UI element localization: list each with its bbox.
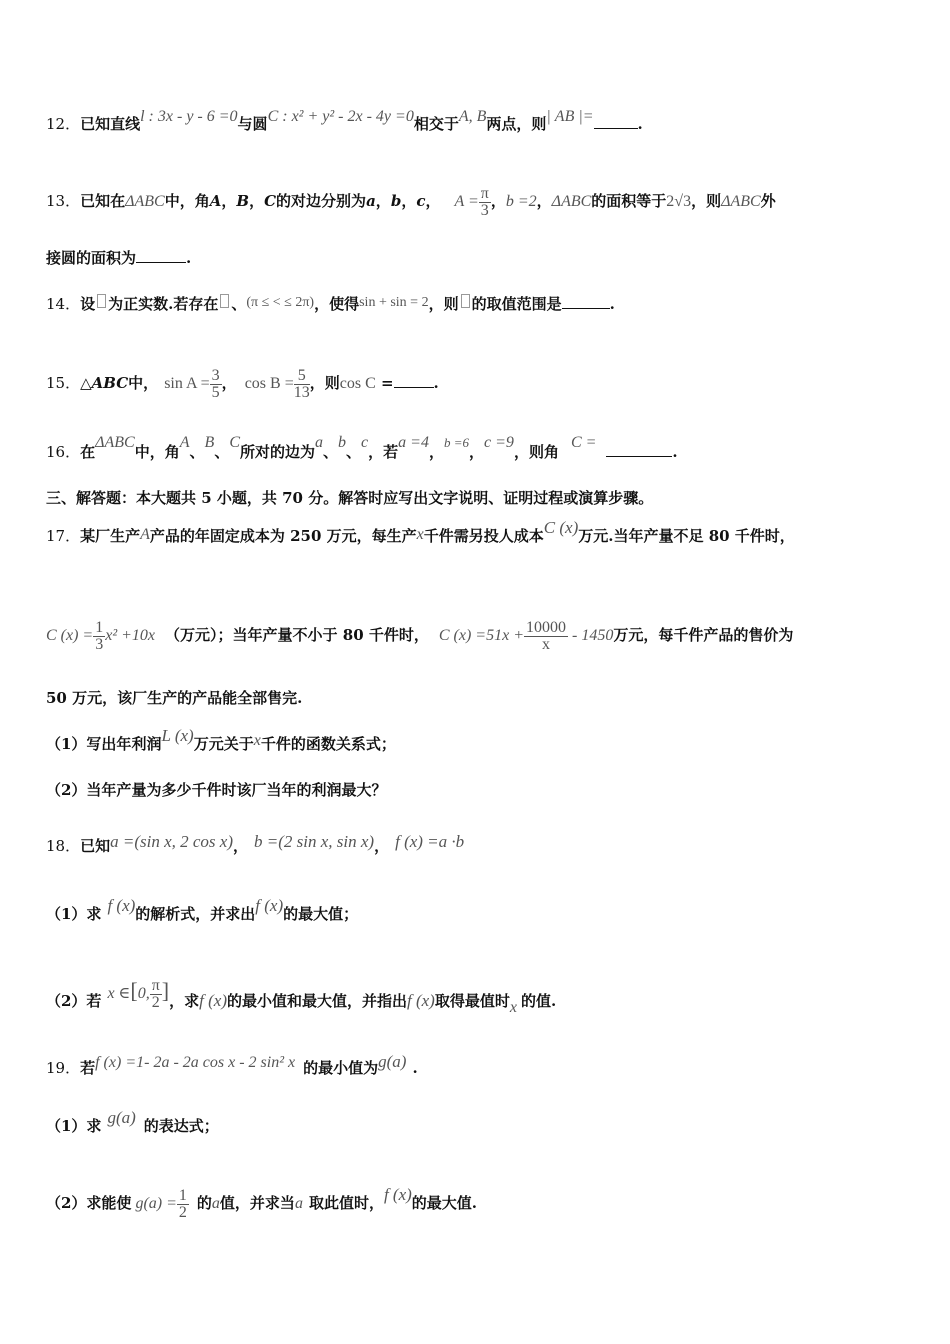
vector-a: a =(sin x, 2 cos x) bbox=[110, 832, 233, 851]
function-f: f (x) =a ·b bbox=[395, 832, 465, 851]
question-19: 19．若f (x) =1- 2a - 2a cos x - 2 sin² x 的最小值为g(a) . bbox=[46, 1052, 418, 1077]
question-16: 16．在ΔABC中，角A、B、C所对的边为a、b、c，若a =4，b =6，c =9，则角C =. bbox=[46, 434, 678, 461]
question-18: 18．已知a =(sin x, 2 cos x)， b =(2 sin x, sin x)， f (x) =a ·b bbox=[46, 832, 465, 855]
question-17: 17．某厂生产A产品的年固定成本为 250 万元，每生产x千件需另投人成本C (x)万元.当年产量不足 80 千件时， bbox=[46, 518, 795, 545]
question-15: 15．△ABC中， sin A = $\frac{3}{5}$ ， cos B = $\frac{5}{13}$ ，则cos C = . bbox=[46, 367, 439, 401]
question-number: 16． bbox=[46, 443, 81, 461]
question-12: 12．已知直线l : 3x - y - 6 =0与圆C : x² + y² - 2x - 4y =0相交于A, B两点，则| AB |= . bbox=[46, 108, 643, 133]
vector-b: b =(2 sin x, sin x) bbox=[254, 832, 375, 851]
answer-blank bbox=[606, 442, 672, 457]
answer-blank bbox=[594, 114, 638, 129]
interval-condition: x ∈[0, $\frac{\pi}{2}$ ] bbox=[107, 977, 170, 1011]
question-number: 14． bbox=[46, 295, 81, 313]
placeholder-glyph bbox=[220, 294, 229, 308]
angle-a-formula: A = $\frac{\pi}{3}$ bbox=[454, 185, 489, 219]
question-14: 14．设 为正实数.若存在 、(π ≤ < ≤ 2π)，使得sin + sin = 2，则 的取值范围是 . bbox=[46, 295, 615, 313]
function-f: f (x) =1- 2a - 2a cos x - 2 sin² x bbox=[95, 1054, 296, 1071]
range-expression: (π ≤ < ≤ 2π) bbox=[246, 295, 315, 310]
question-number: 19． bbox=[46, 1059, 81, 1077]
question-number: 13． bbox=[46, 192, 81, 211]
cos-b-formula: cos B = $\frac{5}{13}$ bbox=[244, 367, 310, 401]
question-19-part1: （1）求 g(a) 的表达式； bbox=[46, 1108, 219, 1135]
question-number: 12． bbox=[46, 115, 81, 133]
question-number: 17． bbox=[46, 527, 81, 545]
answer-blank bbox=[394, 373, 434, 388]
sin-a-formula: sin A = $\frac{3}{5}$ bbox=[164, 367, 220, 401]
placeholder-glyph bbox=[97, 294, 106, 308]
question-17-line3: 50 万元，该厂生产的产品能全部售完. bbox=[46, 689, 303, 707]
question-17-part2: （2）当年产量为多少千件时该厂当年的利润最大？ bbox=[46, 781, 387, 799]
question-number: 18． bbox=[46, 837, 81, 855]
question-19-part2: （2）求能使 g(a) = $\frac{1}{2}$ 的a值，并求当a 取此值时，f (x)的最大值. bbox=[46, 1185, 478, 1221]
g-equation: g(a) = $\frac{1}{2}$ bbox=[135, 1187, 187, 1221]
circle-equation: C : x² + y² - 2x - 4y =0 bbox=[267, 108, 414, 125]
ab-length: | AB |= bbox=[546, 108, 594, 125]
question-17-line2: C (x) = $\frac{1}{3}$ x² +10x （万元）；当年产量不小于 80 千件时， C (x) =51x + $\frac{10000}{x}$ - 1450万元，每千件产品的售价为 bbox=[46, 619, 794, 653]
question-18-part2: （2）若 x ∈[0, $\frac{\pi}{2}$ ]，求f (x)的最小值和最大值，并指出f (x)取得最值时x 的值. bbox=[46, 977, 557, 1017]
question-17-part1: （1）写出年利润L (x)万元关于x千件的函数关系式； bbox=[46, 726, 396, 753]
line-equation: l : 3x - y - 6 =0 bbox=[140, 108, 238, 125]
points-ab: A, B bbox=[458, 108, 487, 125]
sine-equation: sin + sin = 2 bbox=[359, 295, 429, 310]
cost-formula-low: C (x) = $\frac{1}{3}$ x² +10x bbox=[46, 619, 156, 653]
question-13-line2: 接圆的面积为 . bbox=[46, 249, 192, 267]
question-13: 13．已知在ΔABC中，角A，B，C的对边分别为a，b，c， A = $\frac{\pi}{3}$ ，b =2，ΔABC的面积等于2√3，则ΔABC外 bbox=[46, 185, 776, 219]
section-heading: 三、解答题：本大题共 5 小题，共 70 分。解答时应写出文字说明、证明过程或演算步骤。 bbox=[46, 489, 654, 507]
cost-formula-high: C (x) =51x + $\frac{10000}{x}$ - 1450 bbox=[438, 619, 614, 653]
question-18-part1: （1）求 f (x)的解析式，并求出f (x)的最大值； bbox=[46, 896, 359, 923]
question-number: 15． bbox=[46, 374, 81, 393]
answer-blank bbox=[562, 294, 610, 309]
placeholder-glyph bbox=[461, 294, 470, 308]
answer-blank bbox=[136, 248, 186, 263]
